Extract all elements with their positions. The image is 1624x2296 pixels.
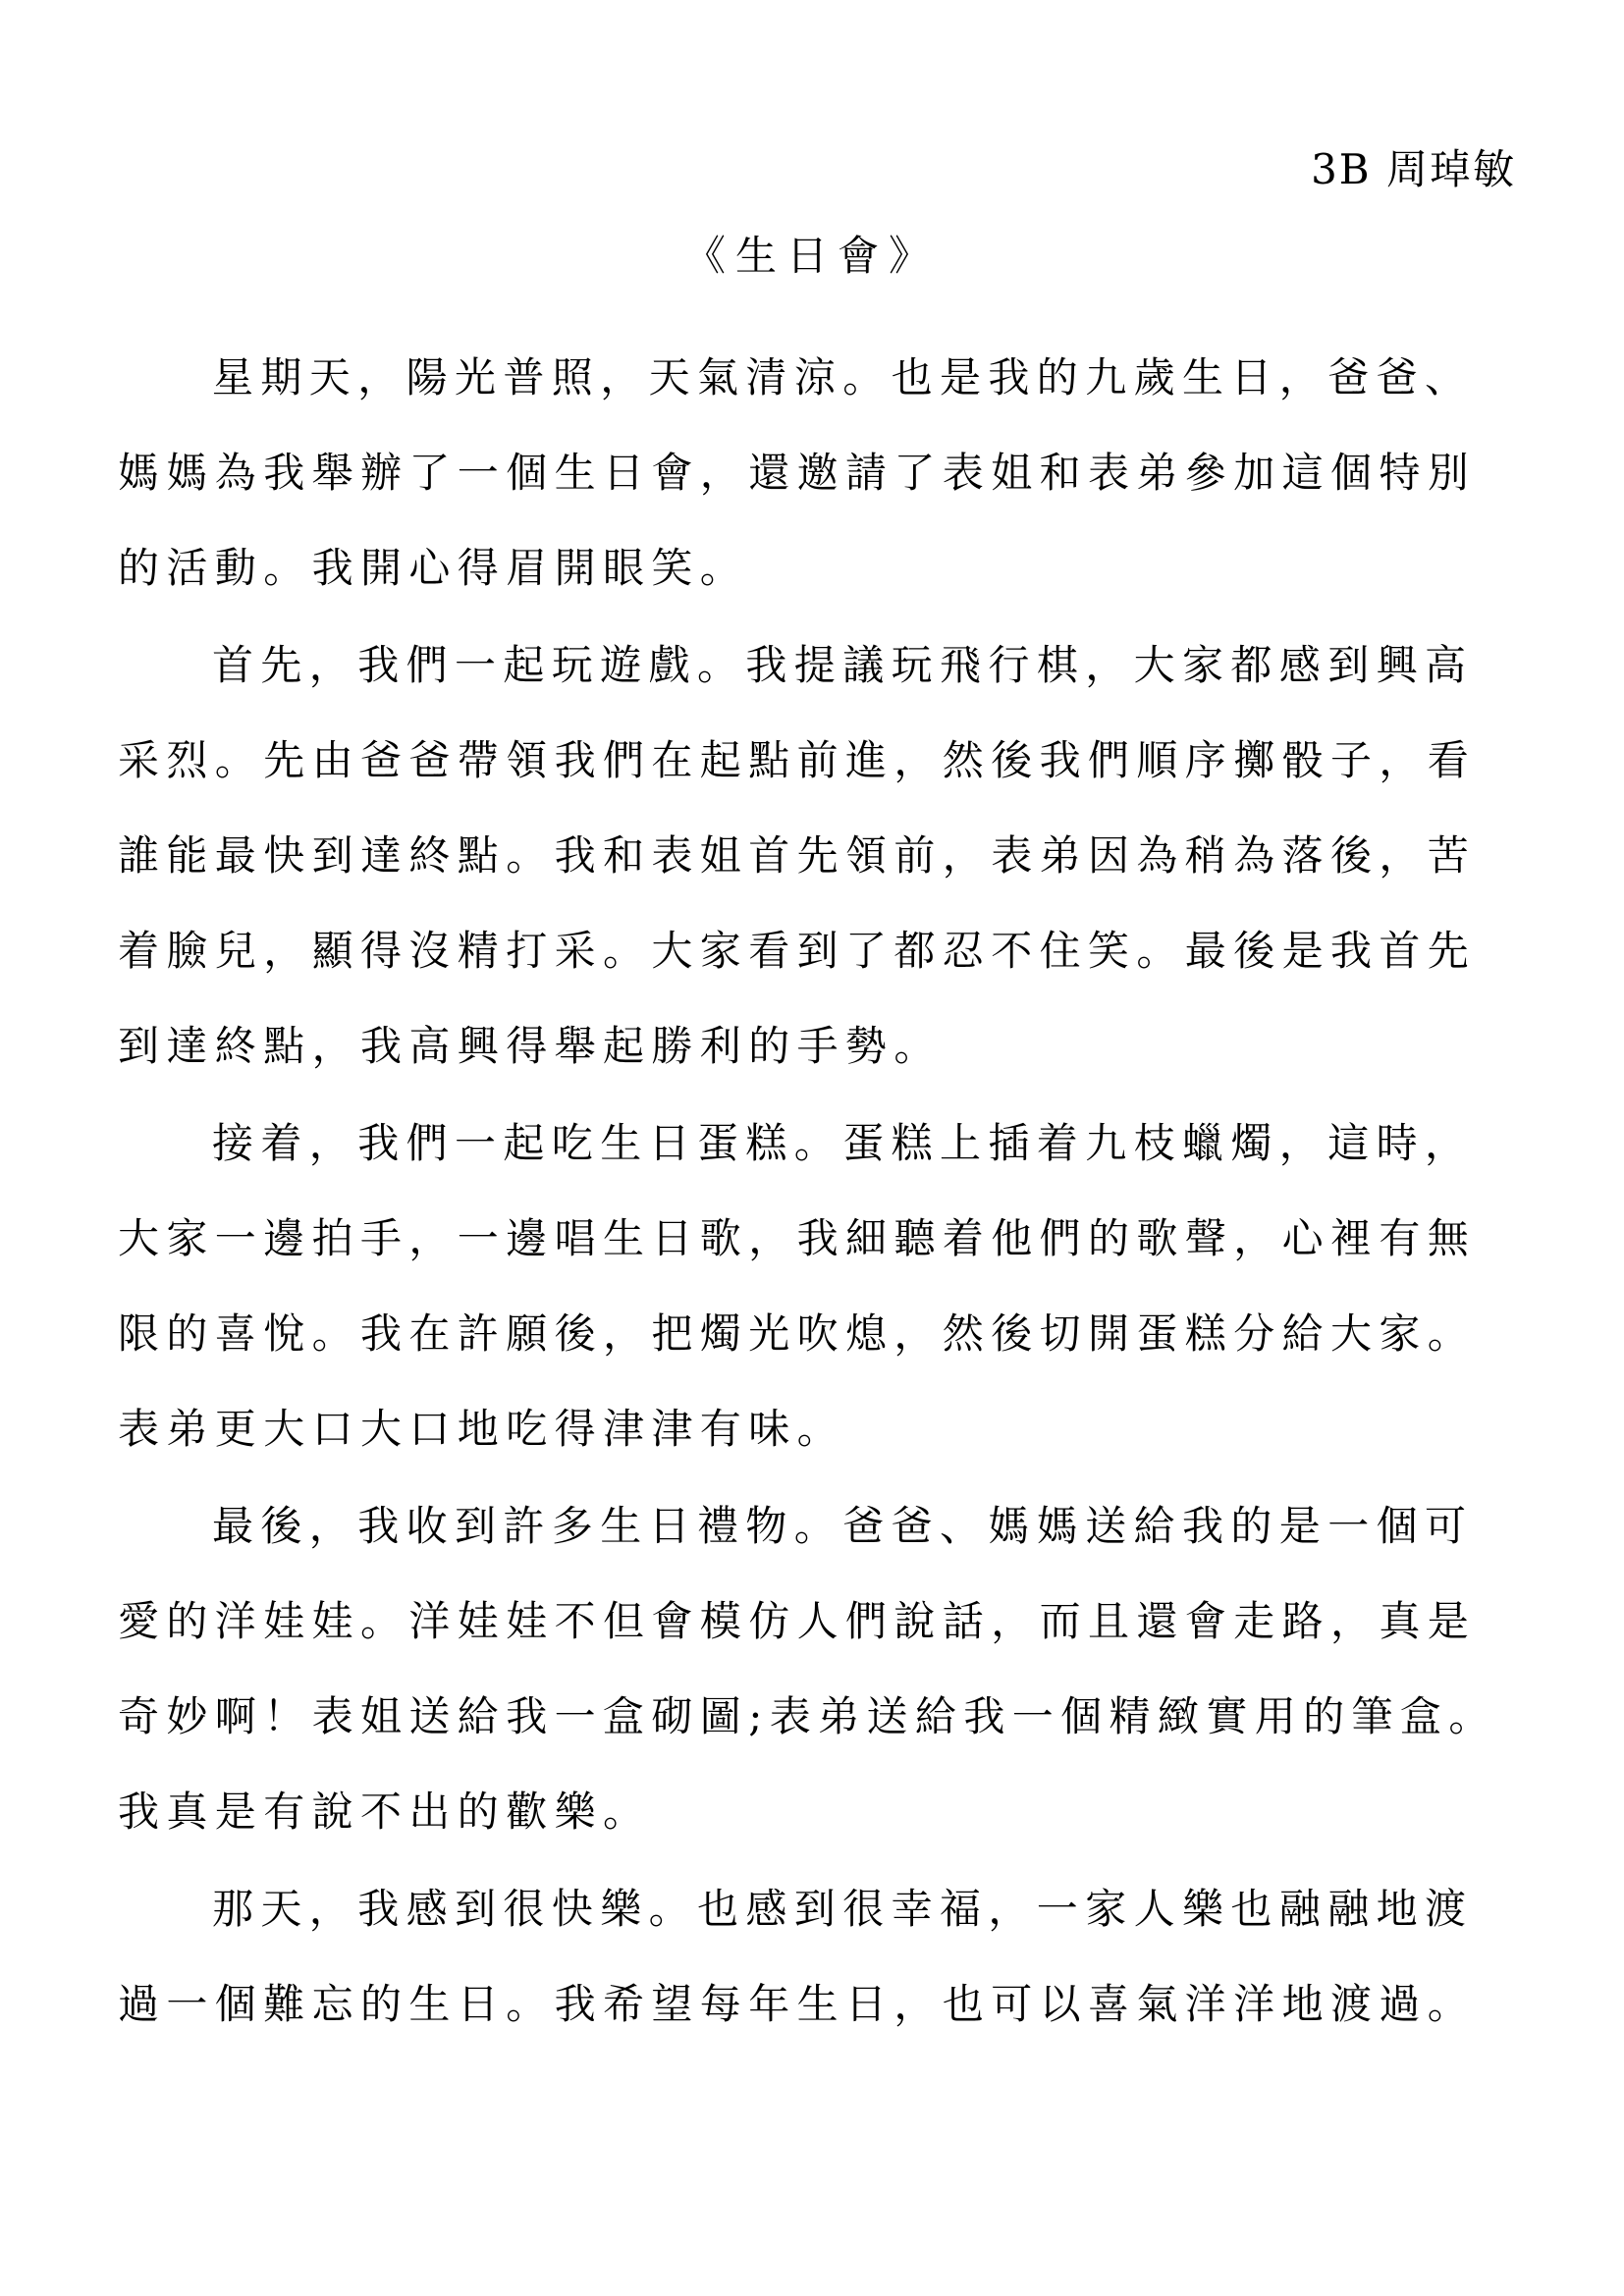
paragraph-1 bbox=[118, 330, 1510, 615]
text-line: 限的喜悅。我在許願後，把燭光吹熄，然後切開蛋糕分給大家。 bbox=[118, 1309, 1477, 1358]
text-line: 過一個難忘的生日。我希望每年生日，也可以喜氣洋洋地渡過。 bbox=[118, 1980, 1477, 2028]
paragraph-5 bbox=[118, 1861, 1510, 2052]
paragraph-3 bbox=[118, 1095, 1510, 1476]
text-line: 星期天，陽光普照，天氣清涼。也是我的九歲生日，爸爸、 bbox=[212, 353, 1474, 401]
text-line: 首先，我們一起玩遊戲。我提議玩飛行棋，大家都感到興高 bbox=[212, 641, 1474, 689]
text-line: 那天，我感到很快樂。也感到很幸福，一家人樂也融融地渡 bbox=[212, 1885, 1474, 1933]
text-line: 接着，我們一起吃生日蛋糕。蛋糕上插着九枝蠟燭，這時， bbox=[212, 1119, 1474, 1167]
text-line: 愛的洋娃娃。洋娃娃不但會模仿人們說話，而且還會走路，真是 bbox=[118, 1597, 1477, 1645]
text-line: 誰能最快到達終點。我和表姐首先領前，表弟因為稍為落後，苦 bbox=[118, 831, 1477, 880]
author-name: 3B 周琸敏 bbox=[1311, 145, 1516, 193]
text-line: 最後，我收到許多生日禮物。爸爸、媽媽送給我的是一個可 bbox=[212, 1502, 1474, 1550]
text-line: 表弟更大口大口地吃得津津有味。 bbox=[118, 1405, 846, 1453]
paragraph-4 bbox=[118, 1478, 1510, 1859]
text-line: 我真是有說不出的歡樂。 bbox=[118, 1788, 652, 1836]
text-line: 采烈。先由爸爸帶領我們在起點前進，然後我們順序擲骰子，看 bbox=[118, 736, 1477, 784]
text-line: 大家一邊拍手，一邊唱生日歌，我細聽着他們的歌聲，心裡有無 bbox=[118, 1214, 1477, 1262]
text-line: 奇妙啊！表姐送給我一盒砌圖;表弟送給我一個精緻實用的筆盒。 bbox=[118, 1692, 1497, 1740]
text-line: 到達終點，我高興得舉起勝利的手勢。 bbox=[118, 1022, 943, 1070]
text-line: 媽媽為我舉辦了一個生日會，還邀請了表姐和表弟參加這個特別 bbox=[118, 449, 1477, 497]
text-line: 着臉兒，顯得沒精打采。大家看到了都忍不住笑。最後是我首先 bbox=[118, 927, 1477, 975]
essay-body bbox=[118, 330, 1510, 2054]
paragraph-2 bbox=[118, 617, 1510, 1094]
text-line: 的活動。我開心得眉開眼笑。 bbox=[118, 544, 749, 592]
essay-title: 《生日會》 bbox=[683, 232, 940, 280]
